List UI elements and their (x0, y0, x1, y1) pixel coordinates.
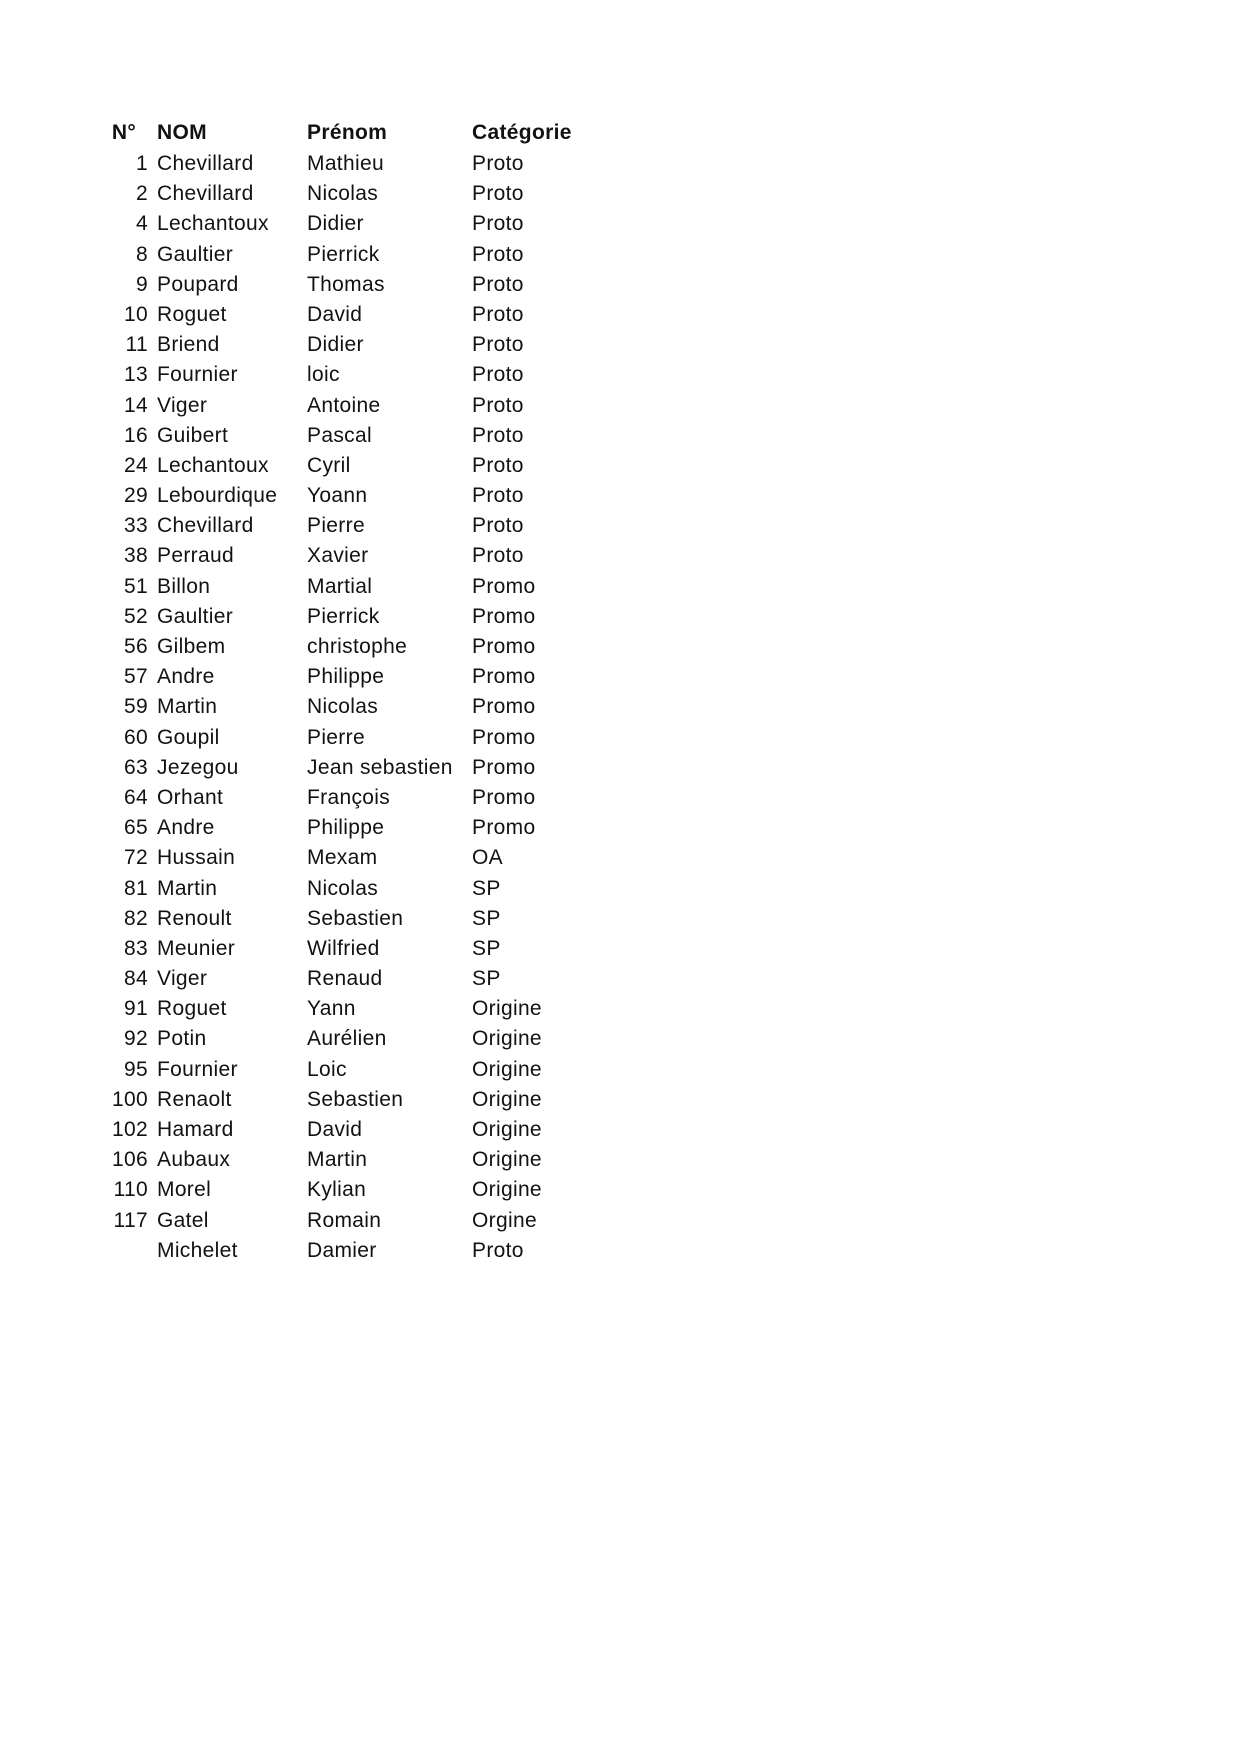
cell-num: 110 (113, 1178, 148, 1202)
cell-categorie: Promo (472, 574, 536, 598)
cell-num: 16 (124, 423, 148, 447)
table-row (100, 1024, 602, 1054)
cell-num: 59 (124, 695, 148, 719)
cell-prenom: David (307, 302, 363, 326)
participants-table (100, 117, 602, 1266)
cell-num: 9 (136, 272, 148, 296)
table-row (100, 692, 602, 722)
table-row (100, 934, 602, 964)
cell-nom: Gilbem (157, 635, 226, 658)
cell-prenom: Aurélien (307, 1027, 387, 1051)
cell-prenom: Renaud (307, 967, 383, 991)
table-row (100, 632, 602, 662)
cell-categorie: Proto (472, 272, 524, 296)
cell-num: 13 (124, 363, 148, 387)
cell-categorie: Origine (472, 1057, 542, 1081)
cell-prenom: Didier (307, 212, 364, 236)
cell-categorie: Origine (472, 1178, 542, 1202)
cell-categorie: Proto (472, 393, 524, 417)
cell-prenom: François (307, 785, 391, 809)
cell-num: 33 (124, 514, 148, 538)
cell-nom: Meunier (157, 936, 236, 960)
cell-nom: Viger (157, 967, 208, 991)
cell-prenom: Sebastien (307, 906, 404, 930)
cell-categorie: Proto (472, 152, 524, 175)
cell-prenom: David (307, 1118, 363, 1141)
table-row (100, 451, 602, 481)
table-row (100, 179, 602, 209)
table-row (100, 753, 602, 783)
cell-categorie: Origine (472, 997, 542, 1021)
table-row (100, 511, 602, 541)
table-row (100, 572, 602, 602)
column-header-categorie: Catégorie (472, 121, 572, 144)
column-header-nom: NOM (157, 121, 207, 144)
cell-num: 63 (124, 755, 148, 779)
cell-num: 65 (124, 816, 148, 840)
cell-nom: Fournier (157, 363, 238, 387)
cell-nom: Viger (157, 393, 208, 417)
cell-categorie: Promo (472, 604, 536, 628)
cell-num: 57 (124, 665, 148, 689)
cell-prenom: Cyril (307, 453, 351, 477)
cell-nom: Renaolt (157, 1087, 232, 1111)
cell-nom: Lechantoux (157, 453, 269, 477)
table-row (100, 270, 602, 300)
cell-categorie: Promo (472, 785, 536, 809)
cell-nom: Chevillard (157, 514, 254, 538)
cell-prenom: Kylian (307, 1178, 367, 1202)
cell-nom: Chevillard (157, 152, 254, 175)
cell-prenom: Nicolas (307, 695, 379, 719)
table-row (100, 723, 602, 753)
cell-categorie: Promo (472, 665, 536, 689)
cell-prenom: loic (307, 363, 340, 387)
cell-nom: Renoult (157, 906, 232, 930)
cell-categorie: Proto (472, 514, 524, 538)
cell-prenom: Philippe (307, 816, 385, 840)
cell-prenom: Mathieu (307, 152, 384, 175)
table-row (100, 964, 602, 994)
cell-categorie: Origine (472, 1027, 542, 1051)
cell-nom: Hussain (157, 846, 236, 870)
cell-num: 100 (112, 1087, 148, 1111)
cell-nom: Michelet (157, 1238, 238, 1262)
cell-nom: Billon (157, 574, 211, 598)
cell-num: 10 (124, 302, 148, 326)
cell-nom: Aubaux (157, 1148, 231, 1172)
table-row (100, 994, 602, 1024)
cell-num: 1 (136, 152, 148, 175)
cell-num: 60 (124, 725, 148, 749)
cell-prenom: Pierrick (307, 604, 380, 628)
cell-prenom: Pascal (307, 423, 372, 447)
cell-nom: Roguet (157, 997, 227, 1021)
cell-nom: Andre (157, 665, 215, 689)
column-header-prenom: Prénom (307, 121, 388, 144)
cell-nom: Briend (157, 333, 220, 357)
cell-prenom: Romain (307, 1208, 382, 1232)
cell-categorie: Origine (472, 1148, 542, 1172)
cell-prenom: Yann (307, 997, 356, 1021)
cell-num: 2 (136, 182, 148, 206)
table-row (100, 209, 602, 239)
cell-num: 8 (136, 242, 148, 266)
cell-num: 95 (124, 1057, 148, 1081)
cell-prenom: Damier (307, 1238, 377, 1262)
cell-num: 56 (124, 635, 148, 658)
cell-num (100, 1236, 148, 1266)
cell-categorie: Proto (472, 242, 524, 266)
cell-prenom: Nicolas (307, 876, 379, 900)
cell-categorie: Proto (472, 1238, 524, 1262)
table-row (100, 1055, 602, 1085)
cell-categorie: Promo (472, 725, 536, 749)
cell-categorie: Promo (472, 755, 536, 779)
cell-categorie: Proto (472, 423, 524, 447)
cell-prenom: Jean sebastien (307, 755, 453, 779)
cell-nom: Chevillard (157, 182, 254, 206)
table-row (100, 240, 602, 270)
cell-num: 91 (124, 997, 148, 1021)
cell-num: 24 (124, 453, 148, 477)
cell-prenom: Nicolas (307, 182, 379, 206)
cell-prenom: christophe (307, 635, 408, 658)
table-row (100, 360, 602, 390)
cell-num: 72 (124, 846, 148, 870)
cell-categorie: Proto (472, 544, 524, 568)
table-row (100, 481, 602, 511)
cell-prenom: Yoann (307, 484, 368, 508)
cell-categorie: Promo (472, 635, 536, 658)
cell-categorie: SP (472, 876, 501, 900)
cell-categorie: Promo (472, 816, 536, 840)
cell-nom: Jezegou (157, 755, 239, 779)
table-row (100, 149, 602, 179)
cell-categorie: OA (472, 846, 503, 870)
cell-num: 64 (124, 785, 148, 809)
table-row (100, 813, 602, 843)
table-row (100, 904, 602, 934)
cell-num: 117 (113, 1208, 148, 1232)
cell-categorie: SP (472, 967, 501, 991)
table-row (100, 783, 602, 813)
cell-categorie: Proto (472, 182, 524, 206)
cell-prenom: Xavier (307, 544, 369, 568)
cell-categorie: Proto (472, 363, 524, 387)
cell-num: 14 (124, 393, 148, 417)
cell-prenom: Thomas (307, 272, 385, 296)
cell-categorie: SP (472, 936, 501, 960)
cell-nom: Andre (157, 816, 215, 840)
cell-prenom: Martin (307, 1148, 368, 1172)
cell-nom: Morel (157, 1178, 212, 1202)
cell-categorie: Proto (472, 212, 524, 236)
cell-prenom: Loic (307, 1057, 347, 1081)
table-row (100, 1115, 602, 1145)
cell-categorie: Proto (472, 333, 524, 357)
table-row (100, 1236, 602, 1266)
cell-num: 83 (124, 936, 148, 960)
table-row (100, 602, 602, 632)
cell-prenom: Philippe (307, 665, 385, 689)
cell-prenom: Wilfried (307, 936, 380, 960)
cell-categorie: Origine (472, 1118, 542, 1141)
cell-categorie: Orgine (472, 1208, 537, 1232)
cell-nom: Fournier (157, 1057, 238, 1081)
cell-categorie: Proto (472, 453, 524, 477)
cell-num: 84 (124, 967, 148, 991)
cell-num: 81 (124, 876, 148, 900)
cell-num: 29 (124, 484, 148, 508)
cell-nom: Gatel (157, 1208, 209, 1232)
column-header-num: N° (111, 121, 137, 144)
cell-prenom: Mexam (307, 846, 378, 870)
table-row (100, 391, 602, 421)
cell-prenom: Pierre (307, 514, 365, 538)
cell-nom: Roguet (157, 302, 227, 326)
cell-nom: Martin (157, 876, 218, 900)
cell-nom: Martin (157, 695, 218, 719)
table-row (100, 843, 602, 873)
table-header-row (100, 117, 602, 149)
cell-categorie: Proto (472, 484, 524, 508)
cell-num: 4 (136, 212, 148, 236)
cell-nom: Lechantoux (157, 212, 269, 236)
cell-prenom: Sebastien (307, 1087, 404, 1111)
table-row (100, 662, 602, 692)
table-row (100, 1175, 602, 1205)
cell-num: 11 (125, 333, 148, 357)
cell-prenom: Pierre (307, 725, 365, 749)
cell-nom: Hamard (157, 1118, 234, 1141)
cell-nom: Gaultier (157, 242, 234, 266)
cell-prenom: Antoine (307, 393, 381, 417)
table-row (100, 330, 602, 360)
cell-num: 82 (124, 906, 148, 930)
cell-num: 92 (124, 1027, 148, 1051)
cell-categorie: Proto (472, 302, 524, 326)
table-row (100, 1085, 602, 1115)
table-row (100, 874, 602, 904)
table-row (100, 421, 602, 451)
cell-nom: Lebourdique (157, 484, 278, 508)
cell-nom: Guibert (157, 423, 229, 447)
cell-num: 106 (112, 1148, 148, 1172)
cell-categorie: Origine (472, 1087, 542, 1111)
cell-num: 102 (112, 1118, 148, 1141)
cell-prenom: Didier (307, 333, 364, 357)
table-row (100, 541, 602, 571)
table-body (100, 149, 602, 1266)
table-row (100, 300, 602, 330)
table-row (100, 1206, 602, 1236)
cell-nom: Orhant (157, 785, 224, 809)
cell-prenom: Martial (307, 574, 373, 598)
cell-nom: Potin (157, 1027, 207, 1051)
cell-nom: Gaultier (157, 604, 234, 628)
cell-num: 51 (124, 574, 148, 598)
table-row (100, 1145, 602, 1175)
cell-num: 52 (124, 604, 148, 628)
cell-num: 38 (124, 544, 148, 568)
cell-categorie: SP (472, 906, 501, 930)
cell-prenom: Pierrick (307, 242, 380, 266)
cell-nom: Perraud (157, 544, 234, 568)
cell-nom: Goupil (157, 725, 220, 749)
cell-categorie: Promo (472, 695, 536, 719)
cell-nom: Poupard (157, 272, 239, 296)
